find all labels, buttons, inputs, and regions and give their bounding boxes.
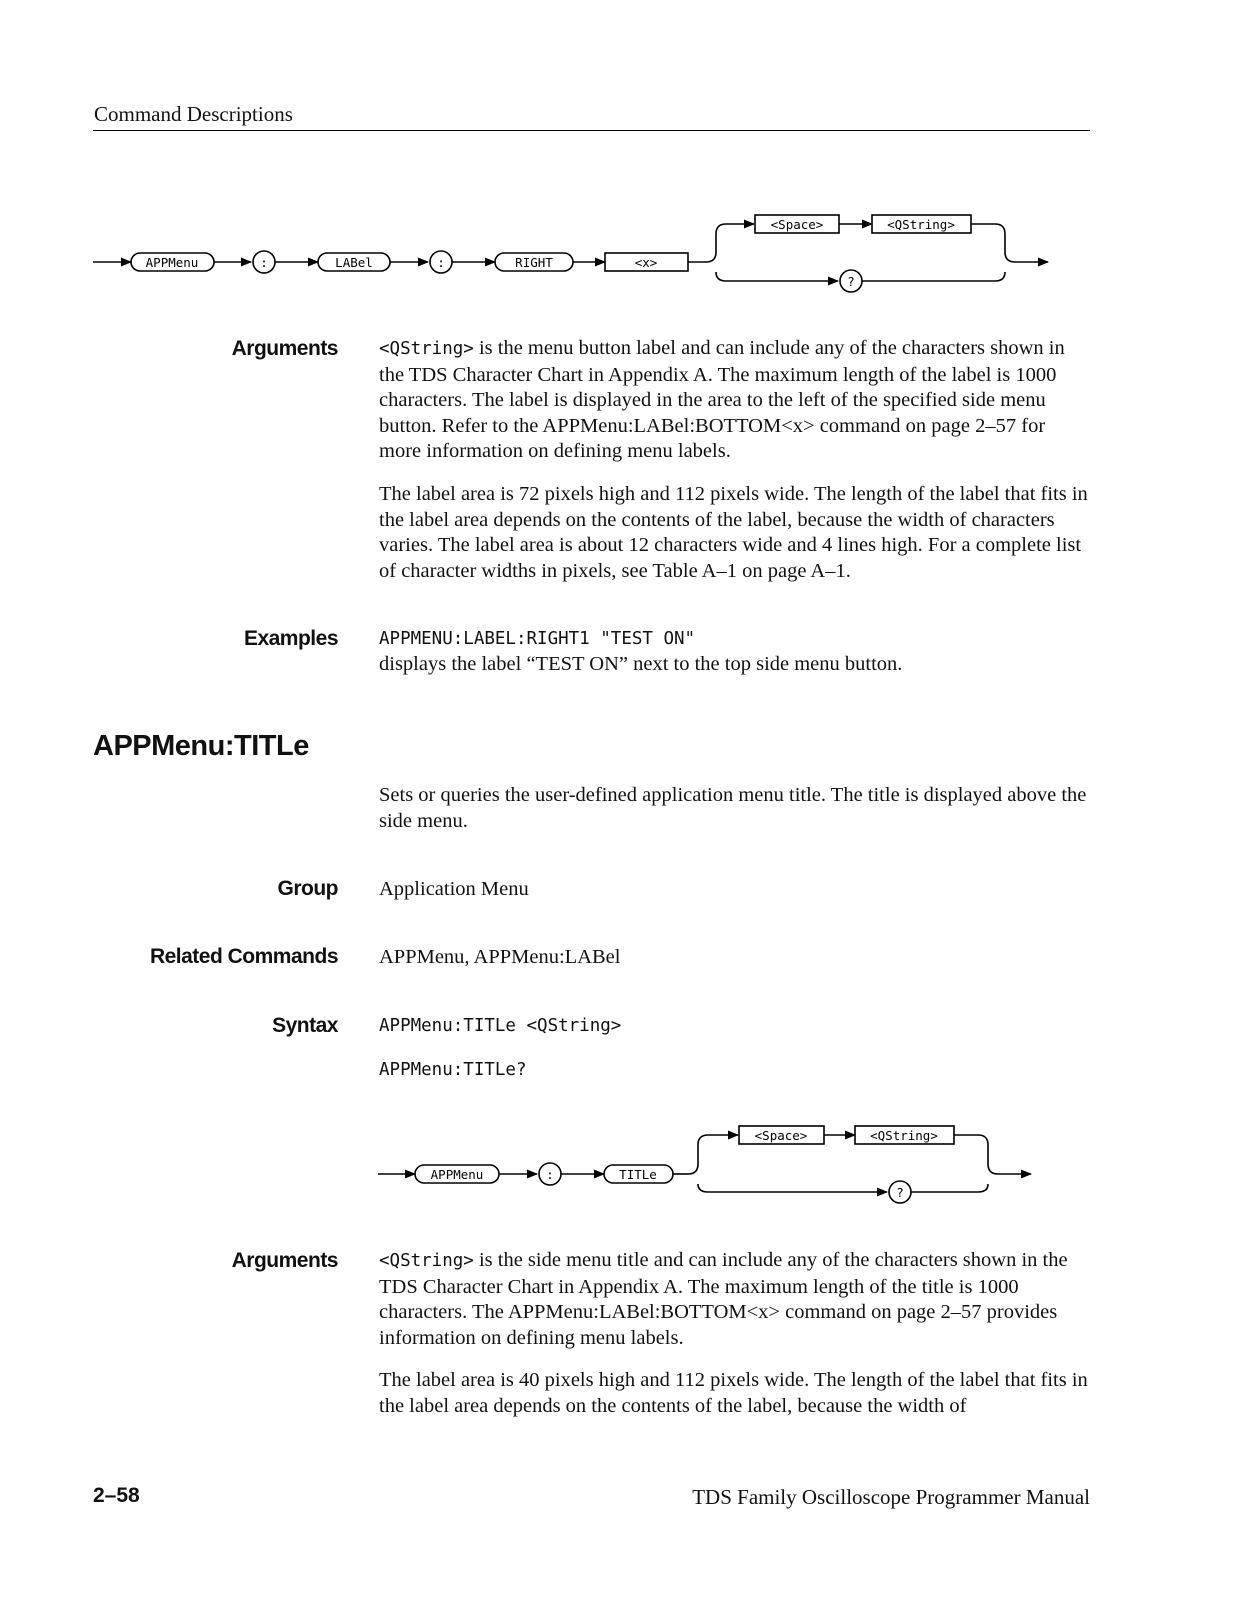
manual-title: TDS Family Oscilloscope Programmer Manual <box>692 1485 1090 1509</box>
syntax-diagram-title <box>0 1110 1237 1220</box>
arguments-label: Arguments <box>231 337 338 360</box>
svg-text:<Space>: <Space> <box>754 1128 808 1143</box>
svg-text::: : <box>546 1167 554 1182</box>
example-code: APPMENU:LABEL:RIGHT1 "TEST ON" <box>379 629 696 649</box>
qstring-code: <QString> <box>379 1251 474 1271</box>
svg-text:<Space>: <Space> <box>770 217 824 232</box>
example-description: displays the label “TEST ON” next to the top side menu button. <box>379 653 903 675</box>
svg-text:APPMenu: APPMenu <box>145 255 199 270</box>
svg-text:<QString>: <QString> <box>887 217 955 232</box>
command-description: Sets or queries the user-defined application menu title. The title is displayed above the side menu. <box>379 784 1087 832</box>
related-commands-label: Related Commands <box>149 945 338 968</box>
arguments-paragraph-2: The label area is 40 pixels high and 112 pixels wide. The length of the label that fits in the label area depends on the contents of the label, because the width of <box>379 1369 1088 1417</box>
svg-text:TITLe: TITLe <box>619 1167 657 1182</box>
qstring-code: <QString> <box>379 339 474 359</box>
syntax-line-set: APPMenu:TITLe <QString> <box>379 1016 622 1036</box>
svg-text::: : <box>437 255 445 270</box>
header-rule <box>93 130 1090 131</box>
arguments-paragraph-1: <QString> is the side menu title and can include any of the characters shown in the TDS Character Chart in Appendix A. The maximum length of the title is 1000 characters. The APPMenu:LABel:BOTTOM<x> command on page 2–57 provides information on defining menu labels. <box>379 1249 1068 1349</box>
arguments-paragraph-2: The label area is 72 pixels high and 112 pixels wide. The length of the label that fits in the label area depends on the contents of the label, because the width of characters varies. The label area is about 12 characters wide and 4 lines high. For a complete list of character widths in pixels, see Table A–1 on page A–1. <box>379 483 1088 582</box>
syntax-line-query: APPMenu:TITLe? <box>379 1060 527 1080</box>
syntax-diagram-right <box>0 195 1237 305</box>
svg-text:<QString>: <QString> <box>870 1128 938 1143</box>
page-number: 2–58 <box>93 1484 140 1507</box>
svg-text:?: ? <box>847 274 855 289</box>
svg-text:RIGHT: RIGHT <box>515 255 553 270</box>
related-commands-value: APPMenu, APPMenu:LABel <box>379 946 621 968</box>
running-header: Command Descriptions <box>94 102 293 126</box>
examples-label: Examples <box>243 627 338 650</box>
svg-text:LABel: LABel <box>335 255 373 270</box>
svg-text:?: ? <box>896 1185 904 1200</box>
svg-text::: : <box>260 255 268 270</box>
arguments-label: Arguments <box>231 1249 338 1272</box>
section-title: APPMenu:TITLe <box>93 730 309 762</box>
group-value: Application Menu <box>379 878 529 900</box>
group-label: Group <box>277 877 338 900</box>
svg-text:APPMenu: APPMenu <box>430 1167 484 1182</box>
svg-text:<x>: <x> <box>634 255 658 270</box>
syntax-label: Syntax <box>272 1014 338 1037</box>
arguments-paragraph-1: <QString> is the menu button label and can include any of the characters shown in the TDS Character Chart in Appendix A. The maximum length of the label is 1000 characters. The label is displayed in the area to the left of the specified side menu button. Refer to the APPMenu:LABel:BOTTOM<x> command on page 2–57 for more information on defining menu labels. <box>379 337 1065 462</box>
